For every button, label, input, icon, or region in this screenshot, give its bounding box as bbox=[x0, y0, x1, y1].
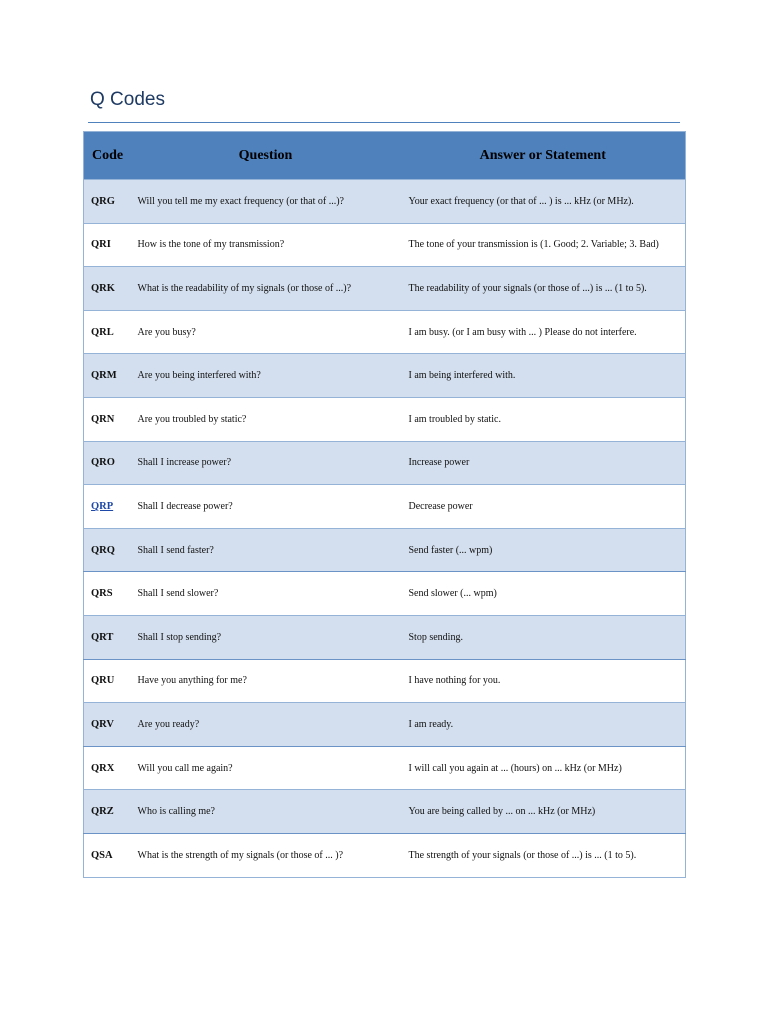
answer-cell: Send faster (... wpm) bbox=[401, 528, 686, 572]
table-row bbox=[84, 615, 686, 659]
question-cell: Are you being interfered with? bbox=[131, 354, 401, 398]
question-cell: What is the readability of my signals (or those of ...)? bbox=[131, 267, 401, 311]
code-cell: QSA bbox=[84, 833, 131, 877]
table-row bbox=[84, 354, 686, 398]
answer-cell: Your exact frequency (or that of ... ) is ... kHz (or MHz). bbox=[401, 180, 686, 224]
question-cell: Shall I increase power? bbox=[131, 441, 401, 485]
answer-cell: The readability of your signals (or those of ...) is ... (1 to 5). bbox=[401, 267, 686, 311]
column-header-question: Question bbox=[238, 147, 293, 163]
table-row bbox=[84, 223, 686, 267]
question-cell: Will you call me again? bbox=[131, 746, 401, 790]
table-row bbox=[84, 485, 686, 529]
answer-cell: Increase power bbox=[401, 441, 686, 485]
column-header-code: Code bbox=[92, 147, 124, 163]
code-cell: QRT bbox=[84, 615, 131, 659]
answer-cell: You are being called by ... on ... kHz (or MHz) bbox=[401, 790, 686, 834]
code-cell: QRZ bbox=[84, 790, 131, 834]
table-row bbox=[84, 703, 686, 747]
column-header-answer: Answer or Statement bbox=[479, 147, 606, 163]
answer-cell: The strength of your signals (or those of ...) is ... (1 to 5). bbox=[401, 833, 686, 877]
table-row bbox=[84, 746, 686, 790]
code-cell: QRN bbox=[84, 397, 131, 441]
table-row bbox=[84, 180, 686, 224]
code-cell: QRG bbox=[84, 180, 131, 224]
title-underline bbox=[88, 122, 680, 123]
code-cell: QRS bbox=[84, 572, 131, 616]
table-row bbox=[84, 397, 686, 441]
table-header-row bbox=[84, 132, 686, 180]
table-row bbox=[84, 833, 686, 877]
table-row bbox=[84, 572, 686, 616]
code-cell: QRQ bbox=[84, 528, 131, 572]
code-link[interactable]: QRP bbox=[84, 485, 131, 529]
page-title: Q Codes bbox=[90, 89, 165, 110]
answer-cell: I am being interfered with. bbox=[401, 354, 686, 398]
code-cell: QRX bbox=[84, 746, 131, 790]
answer-cell: I am troubled by static. bbox=[401, 397, 686, 441]
code-cell: QRI bbox=[84, 223, 131, 267]
question-cell: Shall I stop sending? bbox=[131, 615, 401, 659]
question-cell: Will you tell me my exact frequency (or that of ...)? bbox=[131, 180, 401, 224]
code-cell: QRK bbox=[84, 267, 131, 311]
answer-cell: Decrease power bbox=[401, 485, 686, 529]
code-cell: QRL bbox=[84, 310, 131, 354]
table-row bbox=[84, 441, 686, 485]
question-cell: What is the strength of my signals (or those of ... )? bbox=[131, 833, 401, 877]
q-codes-table bbox=[83, 131, 686, 878]
question-cell: Shall I decrease power? bbox=[131, 485, 401, 529]
code-cell: QRU bbox=[84, 659, 131, 703]
table-row bbox=[84, 310, 686, 354]
table-row bbox=[84, 659, 686, 703]
question-cell: Are you troubled by static? bbox=[131, 397, 401, 441]
table-row bbox=[84, 528, 686, 572]
question-cell: Are you busy? bbox=[131, 310, 401, 354]
answer-cell: I have nothing for you. bbox=[401, 659, 686, 703]
code-cell: QRO bbox=[84, 441, 131, 485]
table-row bbox=[84, 790, 686, 834]
table-row bbox=[84, 267, 686, 311]
answer-cell: I am busy. (or I am busy with ... ) Please do not interfere. bbox=[401, 310, 686, 354]
question-cell: Shall I send slower? bbox=[131, 572, 401, 616]
answer-cell: I am ready. bbox=[401, 703, 686, 747]
question-cell: Shall I send faster? bbox=[131, 528, 401, 572]
answer-cell: Stop sending. bbox=[401, 615, 686, 659]
question-cell: Are you ready? bbox=[131, 703, 401, 747]
answer-cell: I will call you again at ... (hours) on ... kHz (or MHz) bbox=[401, 746, 686, 790]
code-cell: QRM bbox=[84, 354, 131, 398]
question-cell: Who is calling me? bbox=[131, 790, 401, 834]
question-cell: How is the tone of my transmission? bbox=[131, 223, 401, 267]
code-cell: QRV bbox=[84, 703, 131, 747]
answer-cell: The tone of your transmission is (1. Good; 2. Variable; 3. Bad) bbox=[401, 223, 686, 267]
answer-cell: Send slower (... wpm) bbox=[401, 572, 686, 616]
question-cell: Have you anything for me? bbox=[131, 659, 401, 703]
